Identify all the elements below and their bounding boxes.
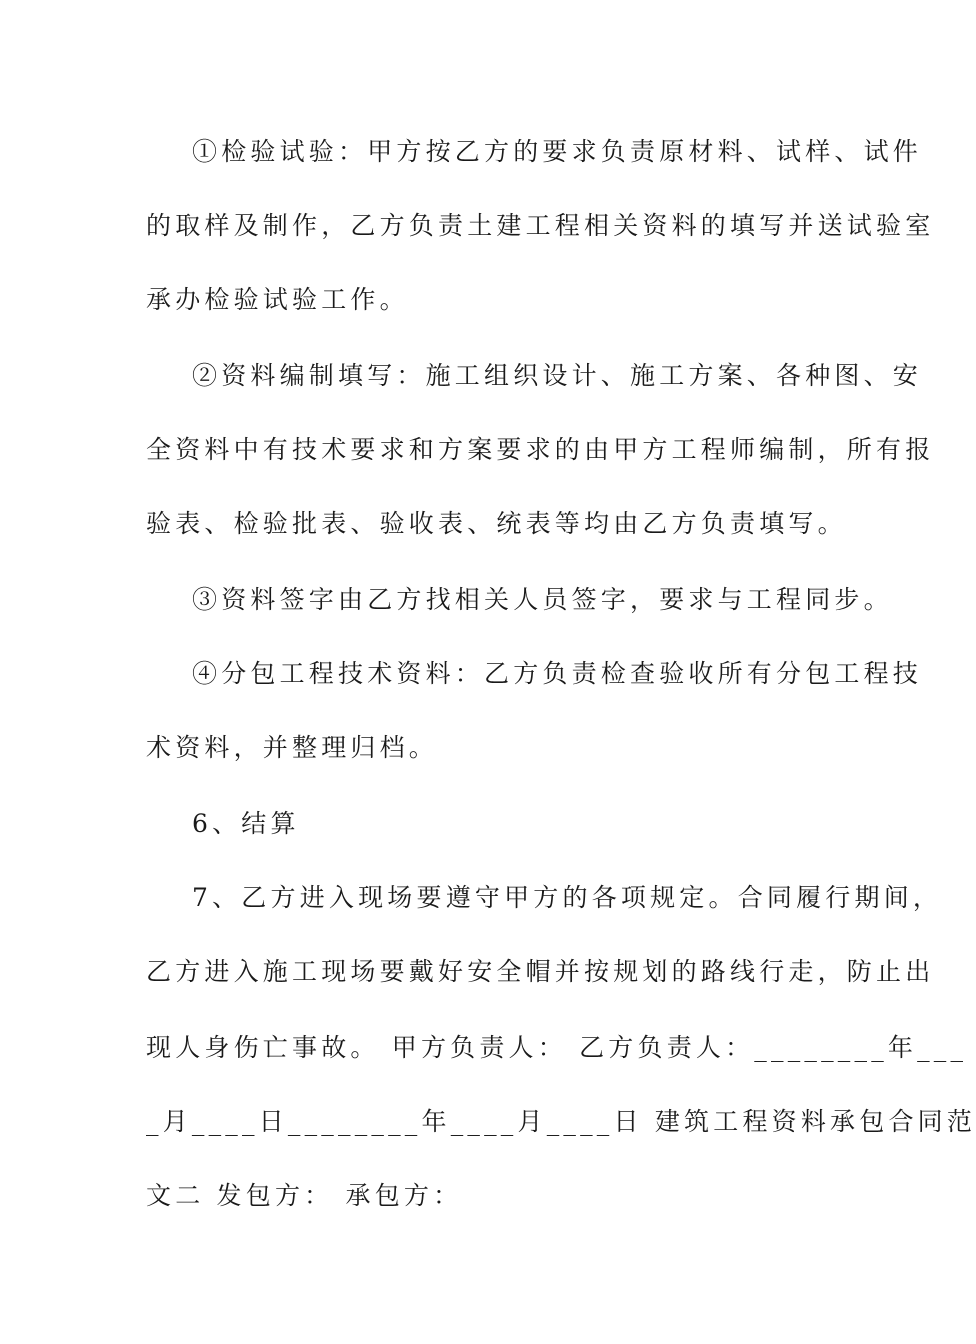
paragraph-line-1: ①检验试验：甲方按乙方的要求负责原材料、试样、试件	[192, 137, 923, 166]
paragraph-line-8: ④分包工程技术资料：乙方负责检查验收所有分包工程技	[192, 659, 923, 688]
paragraph-line-9: 术资料，并整理归档。	[146, 733, 439, 762]
paragraph-line-4: ②资料编制填写：施工组织设计、施工方案、各种图、安	[192, 361, 923, 390]
section-heading-settlement: 6、结算	[192, 809, 300, 838]
paragraph-line-15: 文二 发包方： 承包方：	[146, 1181, 463, 1210]
paragraph-line-2: 的取样及制作，乙方负责土建工程相关资料的填写并送试验室	[146, 211, 935, 240]
paragraph-line-11: 7、乙方进入现场要遵守甲方的各项规定。合同履行期间，	[192, 883, 943, 912]
paragraph-line-6: 验表、检验批表、验收表、统表等均由乙方负责填写。	[146, 509, 847, 538]
signature-line-1: 现人身伤亡事故。 甲方负责人： 乙方负责人：________年___	[146, 1033, 968, 1062]
signature-line-2: _月____日________年____月____日 建筑工程资料承包合同范	[146, 1107, 976, 1136]
paragraph-line-3: 承办检验试验工作。	[146, 285, 409, 314]
paragraph-line-7: ③资料签字由乙方找相关人员签字，要求与工程同步。	[192, 585, 893, 614]
paragraph-line-12: 乙方进入施工现场要戴好安全帽并按规划的路线行走，防止出	[146, 957, 935, 986]
paragraph-line-5: 全资料中有技术要求和方案要求的由甲方工程师编制，所有报	[146, 435, 935, 464]
